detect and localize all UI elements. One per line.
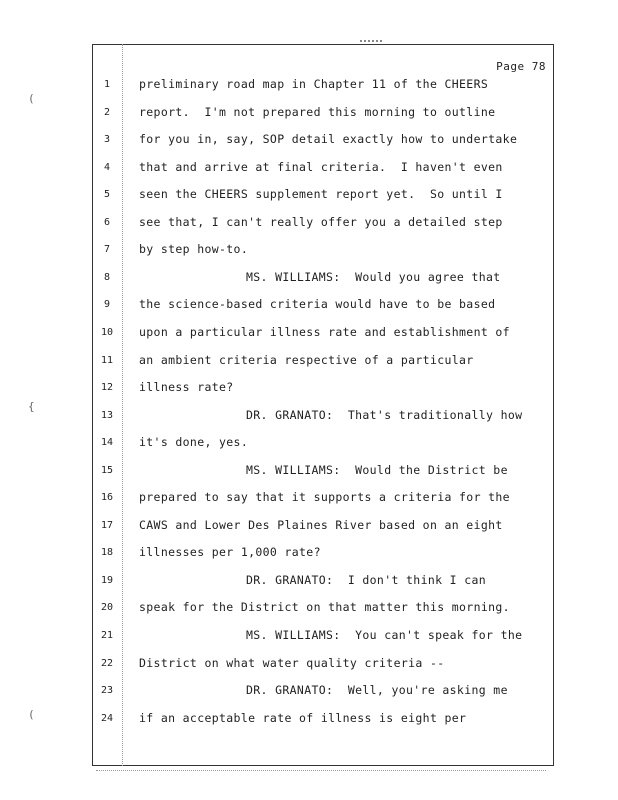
- line-text: illnesses per 1,000 rate?: [139, 545, 321, 560]
- transcript-line: [0, 408, 618, 428]
- line-number: 3: [103, 134, 111, 146]
- line-text: DR. GRANATO: That's traditionally how: [246, 407, 523, 422]
- line-text: prepared to say that it supports a criteria for the: [139, 490, 510, 505]
- line-number: 7: [103, 244, 111, 256]
- line-number: 19: [100, 574, 114, 586]
- line-text: if an acceptable rate of illness is eight per: [139, 710, 467, 725]
- transcript-line: [0, 628, 618, 648]
- line-number: 9: [103, 299, 111, 311]
- line-number: 8: [103, 271, 111, 283]
- scan-mark: [360, 40, 382, 42]
- line-text: that and arrive at final criteria. I haven't even: [139, 159, 503, 174]
- line-number: 17: [100, 519, 114, 531]
- transcript-line: [0, 187, 618, 207]
- transcript-line: [0, 380, 618, 400]
- line-text: seen the CHEERS supplement report yet. So until I: [139, 187, 503, 202]
- line-text: it's done, yes.: [139, 435, 249, 450]
- line-number: 16: [100, 492, 114, 504]
- transcript-line: [0, 711, 618, 731]
- punch-hole-mark: {: [28, 400, 35, 413]
- transcript-line: [0, 545, 618, 565]
- line-text: upon a particular illness rate and establishment of: [139, 324, 510, 339]
- transcript-line: [0, 325, 618, 345]
- transcript-line: [0, 160, 618, 180]
- line-text: the science-based criteria would have to be based: [139, 297, 496, 312]
- transcript-line: [0, 490, 618, 510]
- transcript-line: [0, 270, 618, 290]
- punch-hole-mark: (: [28, 92, 35, 105]
- line-text: for you in, say, SOP detail exactly how to undertake: [139, 132, 518, 147]
- line-number: 15: [100, 464, 114, 476]
- line-text: see that, I can't really offer you a detailed step: [139, 214, 503, 229]
- punch-hole-mark: (: [28, 708, 35, 721]
- line-number: 10: [100, 326, 114, 338]
- transcript-line: [0, 600, 618, 620]
- line-number: 21: [100, 630, 114, 641]
- line-text: DR. GRANATO: I don't think I can: [246, 572, 487, 587]
- line-number: 5: [103, 189, 111, 201]
- transcript-line: [0, 242, 618, 262]
- page-number: Page 78: [496, 60, 546, 73]
- bottom-scan-noise: [96, 770, 546, 771]
- line-text: report. I'm not prepared this morning to outline: [139, 104, 496, 119]
- transcript-line: [0, 353, 618, 373]
- transcript-line: [0, 435, 618, 455]
- line-number: 2: [103, 106, 111, 118]
- line-text: preliminary road map in Chapter 11 of the CHEERS: [139, 77, 489, 91]
- transcript-line: [0, 656, 618, 676]
- transcript-line: [0, 132, 618, 152]
- line-text: by step how-to.: [139, 242, 249, 257]
- transcript-line: [0, 573, 618, 593]
- line-number: 20: [100, 602, 114, 614]
- line-text: MS. WILLIAMS: You can't speak for the: [246, 628, 523, 642]
- line-text: speak for the District on that matter this morning.: [139, 600, 510, 615]
- line-number: 13: [100, 409, 114, 421]
- line-text: District on what water quality criteria --: [139, 655, 445, 670]
- line-text: MS. WILLIAMS: Would you agree that: [246, 269, 501, 284]
- transcript-line: [0, 518, 618, 538]
- line-number: 12: [100, 382, 114, 394]
- line-number: 24: [100, 712, 114, 724]
- line-text: an ambient criteria respective of a particular: [139, 352, 474, 367]
- line-text: CAWS and Lower Des Plaines River based on an eight: [139, 517, 503, 532]
- line-text: illness rate?: [139, 380, 234, 395]
- transcript-line: [0, 683, 618, 703]
- line-number: 4: [103, 161, 111, 173]
- transcript-line: [0, 77, 618, 97]
- line-number: 22: [100, 657, 114, 669]
- transcript-line: [0, 463, 618, 483]
- transcript-line: [0, 297, 618, 317]
- line-number: 1: [103, 79, 111, 90]
- line-number: 23: [100, 685, 114, 697]
- line-number: 6: [103, 216, 111, 228]
- line-number: 11: [100, 354, 114, 366]
- line-number: 14: [100, 437, 114, 449]
- line-text: DR. GRANATO: Well, you're asking me: [246, 683, 508, 698]
- transcript-line: [0, 215, 618, 235]
- line-number: 18: [100, 547, 114, 559]
- transcript-line: [0, 105, 618, 125]
- line-text: MS. WILLIAMS: Would the District be: [246, 462, 508, 477]
